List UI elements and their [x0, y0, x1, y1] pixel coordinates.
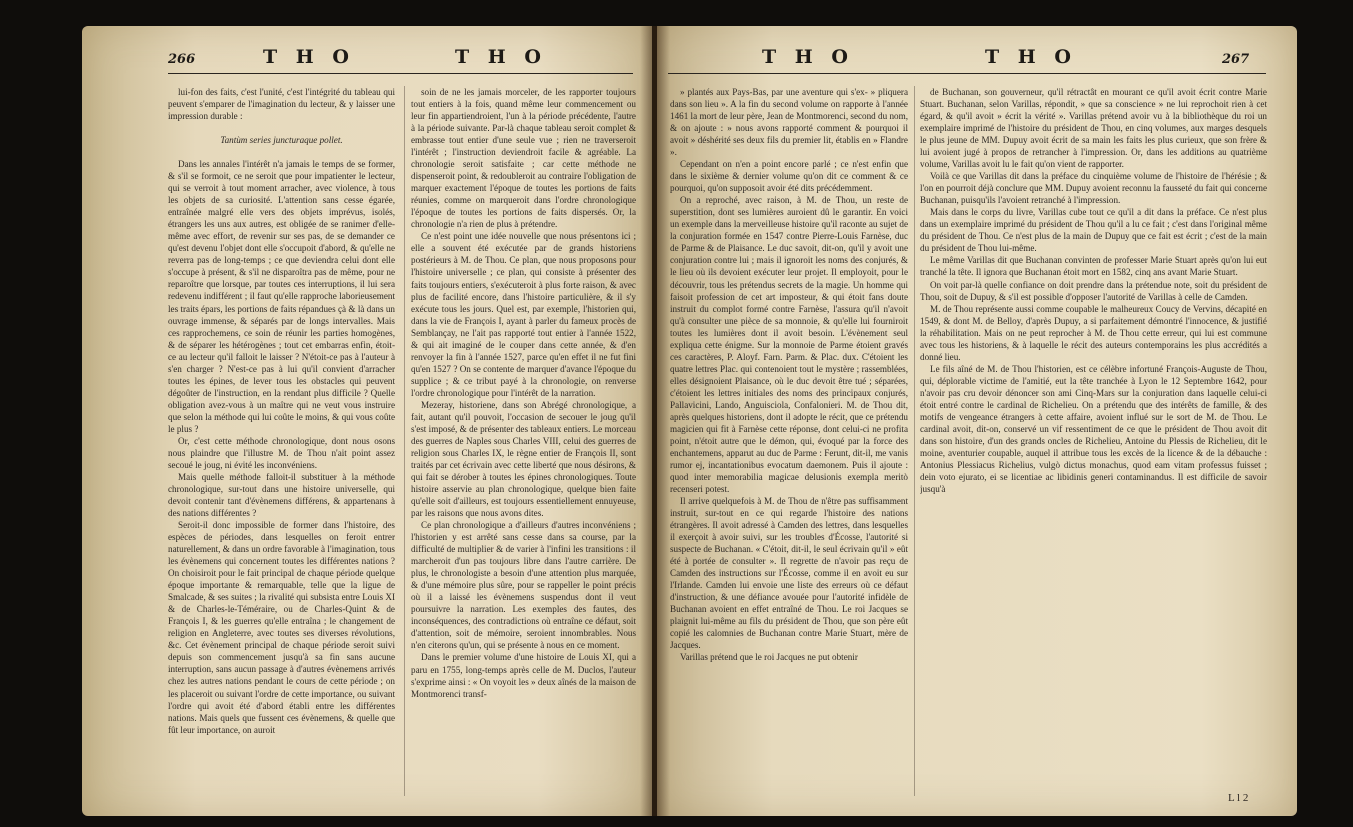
text-paragraph: Mezeray, historiene, dans son Abrégé chronologique, a fait, autant qu'il pouvoit, l'occasion de secouer le joug qu'il s'est imposé, & de présenter des tableaux entiers. Le morceau des guerres de Naples sous Charles VIII, celui des guerres de religion sous Charles IX, le règne entier de François II, sont traités par cet écrivain avec cette liberté que nous désirons, & qui fait se dérober à toutes les épines chronologiques. Toute histoire asservie au plan chronologique, quelque bien faite qu'elle soit d'ailleurs, est toujours essentiellement ennuyeuse, par les raisons que nous avons dites.: [411, 399, 636, 519]
right-page-column-1: [670, 86, 908, 808]
left-page-number-wrap: [168, 48, 195, 67]
right-page-number: 267: [1222, 52, 1250, 67]
signature-mark: L l 2: [1228, 792, 1249, 804]
text-paragraph: soin de ne les jamais morceler, de les rapporter toujours tout entiers à la fois, quand même leur commencement ou leur fin appartiendroient, l'un à la période précédente, l'autre à la période suivante. Par-là chaque tableau seroit complet & embrasse tout entier d'une seule vue ; rien ne traverseroit l'intérêt ; l'instruction deviendroit facile & agréable. La chronologie seroit satisfaite ; car cette méthode ne dispenseroit point, & redoubleroit au contraire l'obligation de marquer exactement l'époque de toutes les portions de faits réunies, comme on marqueroit dans l'ordre chronologique l'époque de toutes les portions de faits dispersés. Or, la chronologie n'a rien de plus à prétendre.: [411, 87, 636, 230]
left-page-number: 266: [168, 52, 196, 67]
text-paragraph: Le fils aîné de M. de Thou l'historien, est ce célèbre infortuné François-Auguste de Thou, qui, déplorable victime de l'amitié, eut la tête tranchée à Lyon le 12 Septembre 1642, pour n'avoir pas cru devoir dénoncer son ami Cinq-Mars sur la conjuration dans laquelle celui-ci étoit entré contre le cardinal de Richelieu. On a prétendu que des intérêts de famille, & des motifs de vengeance étrangers à cette affaire, avoient influé sur le sort de M. de Thou. Le cardinal avoit, dit-on, conservé un vif ressentiment de ce que le président de Thou avoit dit dans son histoire, d'un des grands oncles de Richelieu, Antoine du Plessis de Richelieu, dit le moine, aventurier coupable, auquel il attribue tous les excès de la licence & de la débauche : Antonius Plessiacus Richelius, vulgò dictus monachus, quod eam vitam professus fuisset ; dein voto ejurato, ei se licentiae ac libidinis generi contaminandus. Il est difficile de savoir jusqu'à: [920, 363, 1267, 495]
text-paragraph: Or, c'est cette méthode chronologique, dont nous osons nous plaindre que l'illustre M. de Thou n'ait point assez secoué le joug, ni évité les inconvéniens.: [168, 435, 395, 470]
text-paragraph: On a reproché, avec raison, à M. de Thou, un reste de superstition, dont ses lumières auroient dû le garantir. En voici un exemple dans la merveilleuse histoire qu'il raconte au sujet de la conjuration formée en 1547 contre Pierre-Louis Farnèse, duc de Parme & de Plaisance. Le duc savoit, dit-on, qu'il y avoit une conjuration contre lui ; mais il ignoroit les noms des conjurés, & le lieu où ils devoient exécuter leur projet. Il employoit, pour le découvrir, tous les prétendus secrets de la magie. Un homme qui faisoit profession de cet art imposteur, & qui étoit fans doute instruit du complot formé contre Farnèse, l'assura qu'il n'avoit qu'à consulter une pièce de sa monnoie, & qu'elle lui fourniroit toutes les lumières dont il avoit besoin. L'évènement seul expliqua cette énigme. Sur la monnoie de Parme étoient gravés ces caractères, P. Aloyf. Farn. Parm. & Plac. dux. C'étoient les quatre lettres Plac. qui contenoient tout le mystère ; rassemblées, elles désignoient Plaisance, où le duc devoit être tué ; séparées, c'étoient les lettres initiales des noms des principaux conjurés, Pallavicini, Lando, Anguisciola, Confalonieri. M. de Thou dit, après quelques historiens, dont il adopte le récit, que ce prétendu magicien qui fit à Farnèse cette réponse, dont celui-ci ne profita point, n'étoit autre que le démon, qui, évoqué par la force des enchantemens, apparut au duc de Parme : Ferunt, dit-il, me vanis rumor ej, incantationibus evocatum daemonem. Puis il ajoute : quod inter memorabilia magicae delusionis exempla meritò recenseri potest.: [670, 195, 908, 495]
left-running-head-1: T H O: [263, 46, 355, 68]
text-paragraph: Mais quelle méthode falloit-il substituer à la méthode chronologique, sur-tout dans une histoire universelle, qui devoit contenir tant d'évènemens différens, & appartenans à des nations différentes ?: [168, 471, 395, 519]
text-paragraph: lui-fon des faits, c'est l'unité, c'est l'intégrité du tableau qui peuvent s'emparer de l'imagination du lecteur, & y laisser une impression durable :: [168, 87, 395, 122]
left-page-column-2: [411, 86, 636, 808]
text-paragraph: Cependant on n'en a point encore parlé ; ce n'est enfin que dans le sixième & dernier volume qu'on dit ce comment & ce pourquoi, qu'on supposoit avoir été dits précédemment.: [670, 159, 908, 194]
right-column-separator: [914, 86, 915, 796]
left-column-separator: [404, 86, 405, 796]
text-paragraph: Varillas prétend que le roi Jacques ne put obtenir: [680, 652, 858, 663]
text-paragraph: Mais dans le corps du livre, Varillas cube tout ce qu'il a dit dans la préface. Ce n'est plus dans un exemplaire imprimé du président de Thou qu'il a lu ce fait ; c'est dans l'original même du président de Thou. Ce n'est plus de la main de Dupuy que ce fait est écrit ; c'est de la main du président de Thou lui-même.: [920, 207, 1267, 254]
text-paragraph: [168, 122, 395, 134]
text-paragraph: de Buchanan, son gouverneur, qu'il rétractât en mourant ce qu'il avoit écrit contre Marie Stuart. Buchanan, selon Varillas, répondit, » que sa conscience » ne lui reprochoit rien à cet égard, & qu'il avoit » écrit la vérité ». Varillas prétend avoir vu à la bibliothèque du roi un exemplaire imprimé de l'histoire du président de Thou, en cinq volumes, aux marges desquels le plus jeune de MM. Dupuy avoit écrit de sa main les faits les plus curieux, que son frère & lui avoient jugé à propos de retrancher à l'impression. Or, dans les additions au quatrième volume, Varillas avoit lu le fait qu'on vient de rapporter.: [920, 87, 1267, 170]
text-paragraph: » plantés aux Pays-Bas, par une aventure qui s'ex- » pliquera dans son lieu ». A la fin du second volume on rapporte à l'année 1461 la mort de leur père, Jean de Montmorenci, second du nom, & on ajoute : » nous avons rapporté comment & pourquoi il avoit » déshérité ses deux fils du premier lit, établis en » Flandre ».: [670, 87, 908, 158]
text-paragraph: On voit par-là quelle confiance on doit prendre dans la prétendue note, soit du président de Thou, soit de Dupuy, & s'il est possible d'opposer l'autorité de Varillas à celle de Camden.: [920, 279, 1267, 302]
text-paragraph: Ce plan chronologique a d'ailleurs d'autres inconvéniens ; l'historien y est arrêté sans cesse dans sa course, par la difficulté de multiplier & de varier à l'infini les transitions : il marcheroit d'un pas toujours libre dans l'autre carrière. De plus, le chronologiste a besoin d'une attention plus marquée, & d'une mémoire plus sûre, pour se rappeller le point précis où il a laissé les évènemens suspendus dont il veut poursuivre la narration. Les exemples des fautes, des inconséquences, des contradictions où entraîne ce défaut, soit d'attention, soit de mémoire, seroient innombrables. Nous n'en citerons qu'un, qui se présente à nous en ce moment.: [411, 520, 636, 651]
text-paragraph: Ce n'est point une idée nouvelle que nous présentons ici ; elle a souvent été exécutée par de grands historiens postérieurs à M. de Thou. Ce plan, que nous proposons pour l'histoire universelle ; ce plan, qui consiste à présenter des faits toujours entiers, s'exécuteroit à plus forte raison, & avec plus de facilité encore, dans l'histoire particulière, & il s'y exécute tous les jours. Quel est, par exemple, l'historien qui, dans la vie de François I, ayant à parler du fameux procès de Semblançay, ne l'ait pas rapporté tout entier à l'année 1522, & qui ait imaginé de le couper dans cette année, & d'en renvoyer la fin à l'année 1527, parce qu'en effet il ne fut fini qu'en 1527 ? On se contente de marquer d'avance l'époque du supplice ; & ce tribut payé à la chronologie, on renverse l'ordre chronologique pour l'intérêt de la narration.: [411, 231, 636, 398]
text-paragraph: Dans les annales l'intérêt n'a jamais le temps de se former, & s'il se formoit, ce ne seroit que pour impatienter le lecteur, qui se verroit à tout moment arracher, avec violence, à tous les objets de sa curiosité. L'attention sans cesse égarée, entraînée malgré elle vers des objets imprévus, isolés, étrangers les uns aux autres, est obligée de se ranimer d'elle-même avec effort, de revenir sur ses pas, de se demander ce qu'est devenu l'objet dont elle s'occupoit d'abord, & qu'elle ne reverra pas de long-temps ; ce que deviendra celui dont elle s'occupe à présent, & s'il ne disparoîtra pas de même, pour ne reparoître que lorsque, par toutes ces interruptions, il lui sera redevenu indifférent ; il faut qu'elle rapproche laborieusement les traits épars, les portions de faits répandues çà & là dans un ouvrage immense, & séparés par de longs intervalles. Mais ces rapprochemens, ce soin de réunir les parties homogènes, & de séparer les hétérogènes ; tout cet embarras enfin, étoit-ce au lecteur qu'il falloit le laisser ? N'étoit-ce pas à l'auteur à s'en charger ? N'est-ce pas à lui qu'il convient d'arracher toutes les épines, de lever tous les obstacles qui peuvent dégoûter de l'instruction, en la rendant plus difficile ? Quelle obligation avez-vous à un maître qui ne veut vous instruire que selon la méthode qui lui coûte le moins, & qui vous coûte le plus ?: [168, 159, 395, 434]
right-running-head-2: T H O: [985, 46, 1077, 68]
right-running-head-1: T H O: [762, 46, 854, 68]
text-paragraph: M. de Thou représente aussi comme coupable le malheureux Coucy de Vervins, décapité en 1549, & dont M. de Belloy, d'après Dupuy, a si parfaitement démontré l'innocence, & justifié la réhabilitation. Mais on ne peut reprocher à M. de Thou cette erreur, qui lui est commune avec tous les historiens, & à laquelle le récit des auteurs contemporains les plus accrédités a donné lieu.: [920, 303, 1267, 362]
text-paragraph: Voilà ce que Varillas dit dans la préface du cinquième volume de l'histoire de l'hérésie ; & l'on en pourroit déjà conclure que MM. Dupuy avoient reconnu la fausseté du fait qui concerne Buchanan, puisqu'ils l'avoient retranché à l'impression.: [920, 171, 1267, 206]
right-header-rule: [668, 73, 1266, 74]
text-paragraph: [168, 146, 395, 158]
text-paragraph: Tantùm series juncturaque pollet.: [220, 135, 343, 146]
text-paragraph: Dans le premier volume d'une histoire de Louis XI, qui a paru en 1755, long-temps après celle de M. Duclos, l'auteur s'exprime ainsi : « On voyoit les » deux aînés de la maison de Montmorenci transf-: [411, 652, 636, 699]
text-paragraph: Seroit-il donc impossible de former dans l'histoire, des espèces de périodes, dans lesquelles on feroit entrer naturellement, & dans un ordre favorable à l'imagination, tous les évènemens qui concernent toutes les différentes nations ? On choisiroit pour le fait principal de chaque période quelque époque importante & remarquable, telle que la ligue de Smalcade, & ses suites ; la rivalité qui subsista entre Louis XI & de Charles-le-Téméraire, ou de Charles-Quint & de François I, & les guerres qu'elle entraîna ; le changement de religion en Angleterre, avec toutes ses diverses révolutions, &c. Cet évènement principal de chaque période seroit suivi depuis son commencement jusqu'à sa fin sans aucune interruption, sans aucun passage à d'autres évènemens arrivés chez les autres nations pendant le cours de cette période ; on les placeroit ou suivant l'ordre de cette importance, ou suivant l'ordre qui avoit été d'abord établi entre les différentes nations. Mais quels que fussent ces évènemens, & quelle que fût leur importance, on auroit: [168, 520, 395, 735]
book-gutter: [640, 26, 670, 816]
left-page-column-1: [168, 86, 395, 808]
text-paragraph: Il arrive quelquefois à M. de Thou de n'être pas suffisamment instruit, sur-tout en ce qui regarde l'histoire des nations étrangères. Il avoit adressé à Camden des lettres, dans lesquelles il exerçoit à avoir suivi, sur les troubles d'Écosse, l'autorité si suspecte de Buchanan. « C'étoit, dit-il, le seul écrivain qu'il » eût été à portée de consulter ». Il regrette de n'avoir pas reçu de Camden des instructions sur l'Écosse, comme il en avoit eu sur l'Irlande. Camden lui envoie une liste des erreurs où ce défaut d'instruction, & une défiance avouée pour l'autorité infidèle de Buchanan avoient en effet entraîné de Thou. Le roi Jacques se plaignit lui-même au fils du président de Thou, que son père eût copié les calomnies de Buchanan contre Marie Stuart, mère de Jacques.: [670, 496, 908, 651]
right-page-number-wrap: [1222, 48, 1249, 67]
left-running-head-2: T H O: [455, 46, 547, 68]
left-header-rule: [168, 73, 633, 74]
right-page-column-2: [920, 86, 1267, 788]
text-paragraph: Le même Varillas dit que Buchanan convinten de professer Marie Stuart après qu'on lui eut tranché la tête. Il ignora que Buchanan étoit mort en 1582, cinq ans avant Marie Stuart.: [920, 255, 1267, 278]
